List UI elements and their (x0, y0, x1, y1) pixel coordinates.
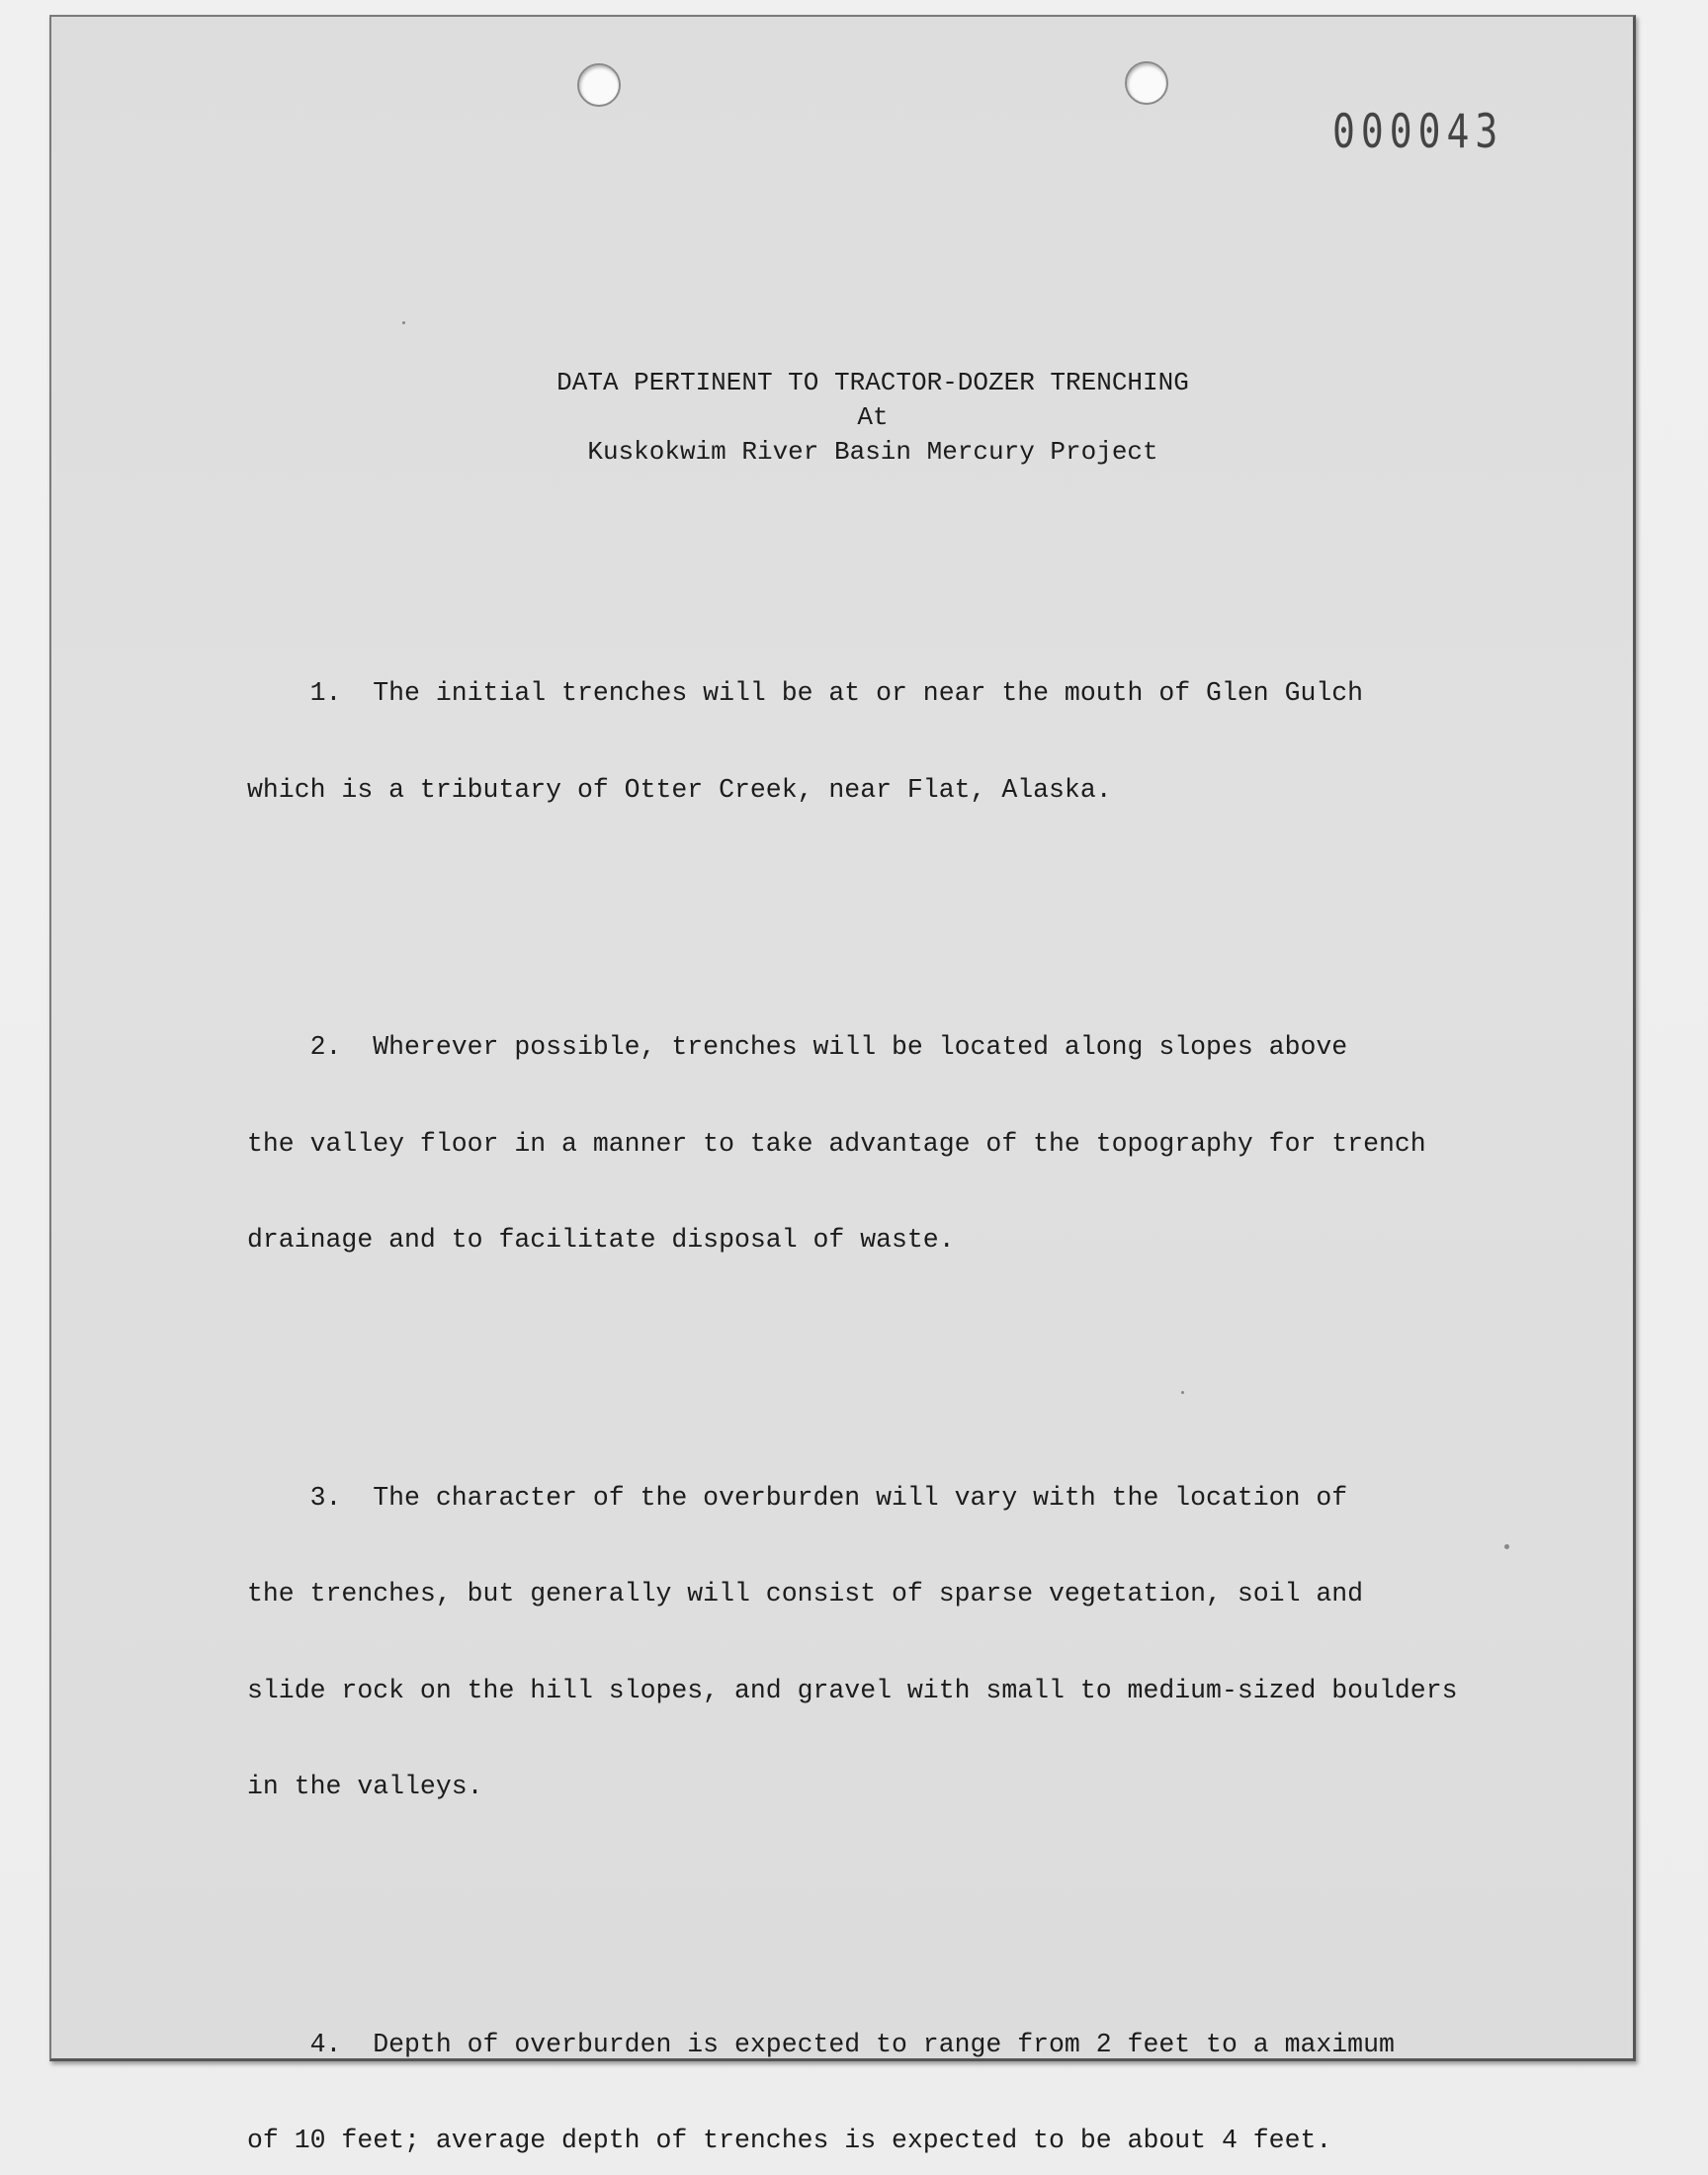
paragraph-line: of 10 feet; average depth of trenches is expected to be about 4 feet. (247, 2126, 1332, 2155)
paragraph-4 (247, 1964, 1581, 2175)
paragraph-line: in the valleys. (247, 1772, 483, 1801)
scan-speck (402, 321, 405, 324)
paragraph-line: 3. The character of the overburden will vary with the location of (247, 1482, 1348, 1513)
paragraph-line: the trenches, but generally will consist of sparse vegetation, soil and (247, 1579, 1364, 1609)
paragraph-line: 1. The initial trenches will be at or near the mouth of Glen Gulch (247, 678, 1364, 708)
punch-hole-left (577, 63, 621, 107)
heading-line-at: At (857, 402, 889, 432)
page-number: 000043 (1332, 104, 1504, 158)
scan-speck (1504, 1544, 1509, 1549)
document-heading (51, 366, 1633, 470)
heading-line-project: Kuskokwim River Basin Mercury Project (587, 437, 1158, 467)
punch-hole-right (1125, 61, 1168, 105)
scan-speck (1181, 1391, 1184, 1394)
paragraph-line: 4. Depth of overburden is expected to range from 2 feet to a maximum (247, 2029, 1395, 2059)
paragraph-line: slide rock on the hill slopes, and gravel with small to medium-sized boulders (247, 1675, 1458, 1705)
paragraph-line: drainage and to facilitate disposal of waste. (247, 1225, 955, 1255)
paragraph-line: the valley floor in a manner to take advantage of the topography for trench (247, 1128, 1426, 1159)
heading-line-title: DATA PERTINENT TO TRACTOR-DOZER TRENCHING (556, 368, 1189, 397)
paragraph-line: 2. Wherever possible, trenches will be located along slopes above (247, 1032, 1348, 1062)
paragraph-3 (247, 1418, 1581, 1868)
paragraph-line: which is a tributary of Otter Creek, near Flat, Alaska. (247, 774, 1112, 805)
paragraph-1 (247, 613, 1581, 870)
paragraph-2 (247, 967, 1581, 1321)
document-body (247, 549, 1581, 2175)
document-page (49, 15, 1636, 2155)
